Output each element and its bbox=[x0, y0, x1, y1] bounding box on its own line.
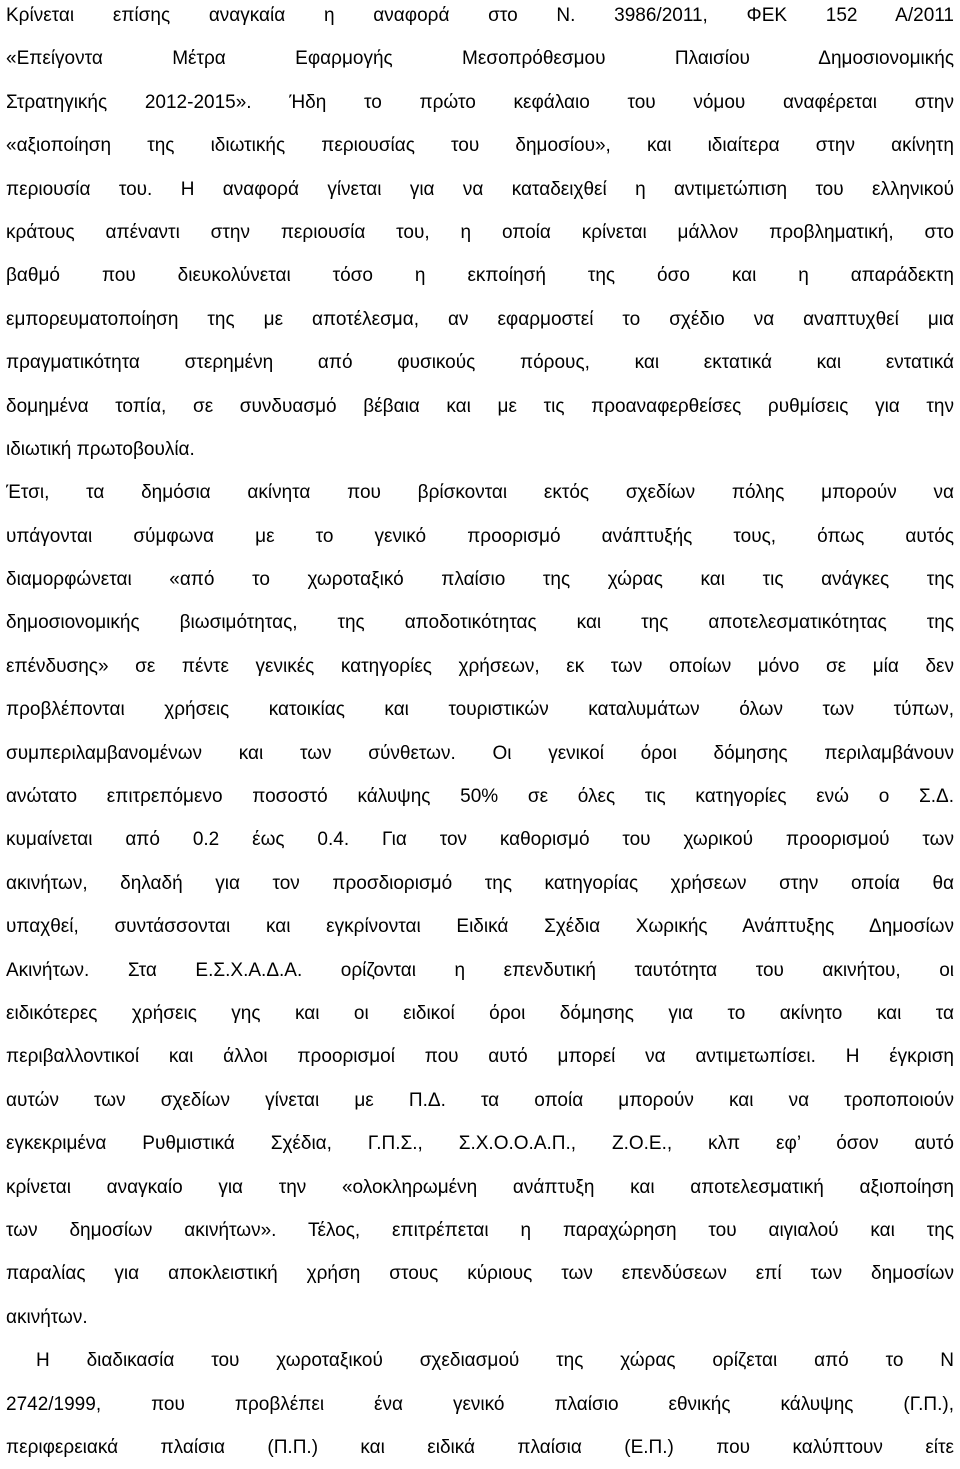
text-line: περιουσία του. Η αναφορά γίνεται για να καταδειχθεί η αντιμετώπιση του ελληνικού bbox=[6, 178, 954, 200]
text-line: ακινήτων. bbox=[6, 1306, 88, 1328]
text-line: περιβαλλοντικοί και άλλοι προορισμοί που αυτό μπορεί να αντιμετωπίσει. Η έγκριση bbox=[6, 1046, 954, 1068]
text-line: προβλέπονται χρήσεις κατοικίας και τουριστικών καταλυμάτων όλων των τύπων, bbox=[6, 699, 954, 721]
text-line: ιδιωτική πρωτοβουλία. bbox=[6, 438, 195, 460]
text-line: ειδικότερες χρήσεις γης και οι ειδικοί όροι δόμησης για το ακίνητο και τα bbox=[6, 1002, 954, 1024]
text-line: ανώτατο επιτρεπόμενο ποσοστό κάλυψης 50% σε όλες τις κατηγορίες ενώ ο Σ.Δ. bbox=[6, 786, 954, 808]
text-line: δομημένα τοπία, σε συνδυασμό βέβαια και με τις προαναφερθείσες ρυθμίσεις για την bbox=[6, 395, 954, 417]
text-line: κρίνεται αναγκαίο για την «ολοκληρωμένη ανάπτυξη και αποτελεσματική αξιοποίηση bbox=[6, 1176, 954, 1198]
text-line: αυτών των σχεδίων γίνεται με Π.Δ. τα οποία μπορούν και να τροποποιούν bbox=[6, 1089, 954, 1111]
text-line: ακινήτων, δηλαδή για τον προσδιορισμό της κατηγορίας χρήσεων στην οποία θα bbox=[6, 872, 954, 894]
text-line: πραγματικότητα στερημένη από φυσικούς πόρους, και εκτατικά και εντατικά bbox=[6, 352, 954, 374]
text-line: «αξιοποίηση της ιδιωτικής περιουσίας του δημοσίου», και ιδιαίτερα στην ακίνητη bbox=[6, 135, 954, 157]
document-body bbox=[6, 0, 954, 1469]
paragraph-3 bbox=[6, 1339, 954, 1469]
text-line: κυμαίνεται από 0.2 έως 0.4. Για τον καθορισμό του χωρικού προορισμού των bbox=[6, 829, 954, 851]
text-line: υπάγονται σύμφωνα με το γενικό προορισμό ανάπτυξής τους, όπως αυτός bbox=[6, 525, 954, 547]
text-line: συμπεριλαμβανομένων και των σύνθετων. Οι γενικοί όροι δόμησης περιλαμβάνουν bbox=[6, 742, 954, 764]
text-line: παραλίας για αποκλειστική χρήση στους κύριους των επενδύσεων επί των δημοσίων bbox=[6, 1263, 954, 1285]
text-line: δημοσιονομικής βιωσιμότητας, της αποδοτικότητας και της αποτελεσματικότητας της bbox=[6, 612, 954, 634]
text-line: διαμορφώνεται «από το χωροταξικό πλαίσιο της χώρας και τις ανάγκες της bbox=[6, 569, 954, 591]
text-line: Έτσι, τα δημόσια ακίνητα που βρίσκονται εκτός σχεδίων πόλης μπορούν να bbox=[6, 482, 954, 504]
text-line: Η διαδικασία του χωροταξικού σχεδιασμού της χώρας ορίζεται από το Ν bbox=[36, 1350, 954, 1372]
text-line: εμπορευματοποίηση της με αποτέλεσμα, αν εφαρμοστεί το σχέδιο να αναπτυχθεί μια bbox=[6, 308, 954, 330]
paragraph-2 bbox=[6, 471, 954, 1339]
text-line: επένδυσης» σε πέντε γενικές κατηγορίες χρήσεων, εκ των οποίων μόνο σε μία δεν bbox=[6, 655, 954, 677]
text-line: κράτους απέναντι στην περιουσία του, η οποία κρίνεται μάλλον προβληματική, στο bbox=[6, 221, 954, 243]
text-line: εγκεκριμένα Ρυθμιστικά Σχέδια, Γ.Π.Σ., Σ.Χ.Ο.Ο.Α.Π., Ζ.Ο.Ε., κλπ εφ’ όσον αυτό bbox=[6, 1133, 954, 1155]
text-line: Στρατηγικής 2012-2015». Ήδη το πρώτο κεφάλαιο του νόμου αναφέρεται στην bbox=[6, 91, 954, 113]
text-line: «Επείγοντα Μέτρα Εφαρμογής Μεσοπρόθεσμου Πλαισίου Δημοσιονομικής bbox=[6, 48, 954, 70]
paragraph-1 bbox=[6, 0, 954, 471]
text-line: Κρίνεται επίσης αναγκαία η αναφορά στο Ν. 3986/2011, ΦΕΚ 152 Α/2011 bbox=[6, 5, 954, 26]
text-line: βαθμό που διευκολύνεται τόσο η εκποίησή της όσο και η απαράδεκτη bbox=[6, 265, 954, 287]
text-line: περιφερειακά πλαίσια (Π.Π.) και ειδικά πλαίσια (Ε.Π.) που καλύπτουν είτε bbox=[6, 1436, 954, 1458]
text-line: 2742/1999, που προβλέπει ένα γενικό πλαίσιο εθνικής κάλυψης (Γ.Π.), bbox=[6, 1393, 954, 1415]
text-line: υπαχθεί, συντάσσονται και εγκρίνονται Ειδικά Σχέδια Χωρικής Ανάπτυξης Δημοσίων bbox=[6, 916, 954, 938]
text-line: των δημοσίων ακινήτων». Τέλος, επιτρέπεται η παραχώρηση του αιγιαλού και της bbox=[6, 1219, 954, 1241]
text-line: Ακινήτων. Στα Ε.Σ.Χ.Α.Δ.Α. ορίζονται η επενδυτική ταυτότητα του ακινήτου, οι bbox=[6, 959, 954, 981]
